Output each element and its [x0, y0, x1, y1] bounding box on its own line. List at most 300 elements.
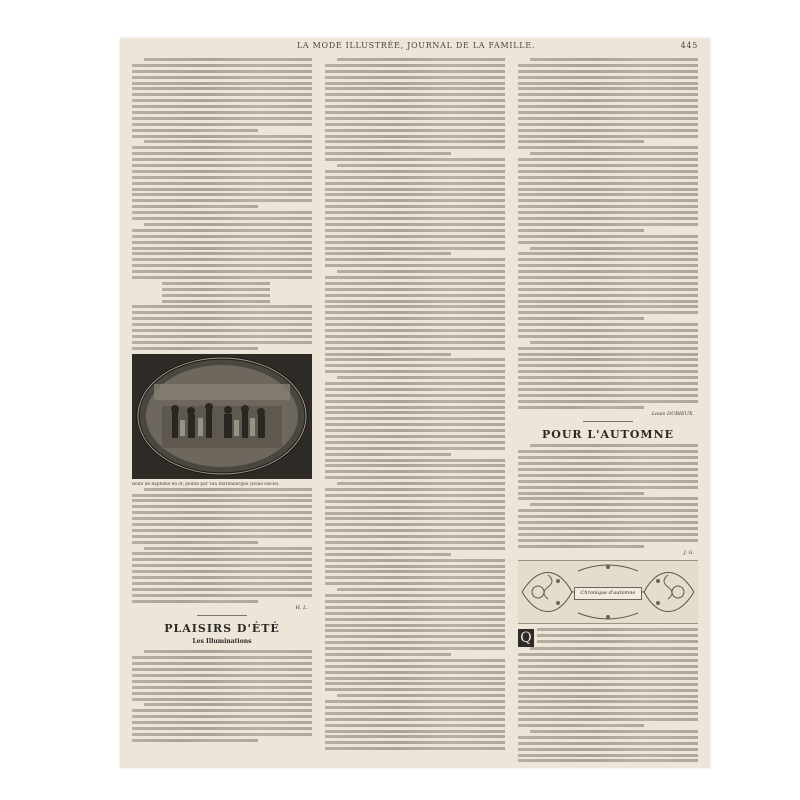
text-line	[325, 570, 505, 573]
article-text-block	[325, 58, 505, 750]
text-line	[132, 564, 312, 567]
text-line	[132, 709, 312, 712]
section-divider	[197, 615, 247, 616]
text-line	[518, 353, 698, 356]
text-line	[518, 671, 698, 674]
text-line	[325, 565, 505, 568]
text-line	[144, 58, 312, 61]
text-line	[132, 656, 312, 659]
text-line	[518, 276, 698, 279]
column-1	[132, 58, 312, 763]
text-line	[132, 739, 258, 742]
text-line	[518, 229, 644, 232]
text-line	[132, 347, 258, 350]
text-line	[530, 444, 698, 447]
text-line	[325, 223, 505, 226]
text-line	[132, 698, 312, 701]
text-line	[518, 282, 698, 285]
text-line	[325, 276, 505, 279]
text-line	[325, 235, 505, 238]
text-line	[132, 182, 312, 185]
text-line	[325, 70, 505, 73]
text-line	[518, 742, 698, 745]
text-line	[132, 721, 312, 724]
text-line	[325, 82, 505, 85]
text-line	[132, 217, 312, 220]
text-line	[325, 311, 505, 314]
text-line	[325, 417, 505, 420]
chronique-label: Chronique d'automne	[574, 587, 642, 600]
text-line	[337, 694, 505, 697]
text-line	[518, 311, 698, 314]
text-line	[325, 517, 505, 520]
text-line	[325, 618, 505, 621]
column-3	[518, 58, 698, 763]
text-line	[144, 703, 312, 706]
text-line	[325, 211, 505, 214]
text-line	[132, 170, 312, 173]
text-line	[518, 288, 698, 291]
text-line	[325, 635, 505, 638]
text-line	[325, 576, 505, 579]
text-line	[325, 329, 505, 332]
text-line	[518, 376, 698, 379]
text-line	[325, 406, 505, 409]
text-line	[325, 400, 505, 403]
text-line	[325, 146, 505, 149]
article-signature: J. G.	[683, 550, 694, 557]
text-line	[132, 582, 312, 585]
text-line	[325, 741, 505, 744]
illustration-caption: Boîte de baptême en or, peinte par Van Blarenberghe (xviiie siècle).	[132, 481, 280, 487]
text-line	[132, 264, 312, 267]
journal-page	[120, 38, 710, 768]
text-line	[325, 394, 505, 397]
text-line	[132, 511, 312, 514]
section-subheading: Les Illuminations	[192, 638, 252, 646]
text-line	[132, 588, 312, 591]
text-line	[518, 235, 698, 238]
text-line	[325, 559, 505, 562]
text-line	[530, 247, 698, 250]
text-line	[325, 93, 505, 96]
text-line	[132, 552, 312, 555]
text-line	[325, 305, 505, 308]
text-line	[325, 176, 505, 179]
text-line	[518, 140, 644, 143]
text-line	[325, 323, 505, 326]
engraving-illustration	[132, 354, 312, 479]
text-line	[325, 724, 505, 727]
text-line	[518, 695, 698, 698]
article-signature: Louis DURIEUX.	[651, 411, 694, 418]
chronique-ornament	[518, 560, 698, 624]
text-line	[162, 288, 270, 291]
text-line	[537, 628, 698, 631]
text-line	[518, 99, 698, 102]
text-line	[132, 99, 312, 102]
text-line	[337, 588, 505, 591]
text-line	[325, 129, 505, 132]
text-line	[325, 747, 505, 750]
text-line	[518, 76, 698, 79]
text-line	[162, 282, 270, 285]
section-divider	[583, 421, 633, 422]
text-line	[132, 152, 312, 155]
text-line	[518, 406, 644, 409]
text-line	[518, 258, 698, 261]
text-line	[325, 264, 505, 267]
text-line	[325, 282, 505, 285]
text-line	[132, 123, 312, 126]
text-line	[325, 606, 505, 609]
text-line	[518, 689, 698, 692]
text-line	[132, 158, 312, 161]
text-line	[132, 668, 312, 671]
text-line	[132, 541, 258, 544]
text-line	[325, 535, 505, 538]
text-line	[518, 388, 698, 391]
text-line	[518, 718, 698, 721]
text-line	[518, 305, 698, 308]
text-line	[325, 712, 505, 715]
text-line	[518, 724, 644, 727]
text-line	[518, 533, 698, 536]
text-line	[325, 547, 505, 550]
text-line	[337, 270, 505, 273]
text-line	[325, 600, 505, 603]
text-line	[518, 545, 644, 548]
text-line	[132, 323, 312, 326]
text-line	[518, 117, 698, 120]
text-line	[132, 241, 312, 244]
text-line	[518, 515, 698, 518]
text-line	[325, 347, 505, 350]
text-line	[325, 193, 505, 196]
text-line	[325, 688, 505, 691]
text-line	[132, 600, 258, 603]
text-line	[325, 659, 505, 662]
text-line	[325, 459, 505, 462]
text-line	[325, 76, 505, 79]
text-line	[132, 105, 312, 108]
text-line	[132, 117, 312, 120]
text-line	[132, 146, 312, 149]
section-heading: POUR L'AUTOMNE	[541, 428, 675, 442]
text-line	[132, 680, 312, 683]
text-line	[325, 682, 505, 685]
text-line	[530, 341, 698, 344]
text-line	[518, 170, 698, 173]
text-line	[325, 730, 505, 733]
text-line	[518, 468, 698, 471]
text-line	[518, 317, 644, 320]
text-line	[132, 335, 312, 338]
text-line	[325, 252, 451, 255]
text-line	[325, 529, 505, 532]
text-line	[325, 641, 505, 644]
text-line	[518, 300, 698, 303]
text-line	[518, 539, 698, 542]
text-line	[325, 541, 505, 544]
text-line	[325, 464, 505, 467]
text-line	[518, 474, 698, 477]
text-line	[337, 482, 505, 485]
text-line	[132, 715, 312, 718]
column-2	[325, 58, 505, 763]
text-line	[132, 523, 312, 526]
text-line	[518, 450, 698, 453]
text-line	[530, 730, 698, 733]
text-line	[325, 488, 505, 491]
text-line	[132, 311, 312, 314]
text-line	[144, 223, 312, 226]
text-line	[132, 535, 312, 538]
text-line	[132, 176, 312, 179]
text-line	[325, 582, 505, 585]
text-line	[132, 199, 312, 202]
text-line	[325, 358, 505, 361]
text-line	[518, 700, 698, 703]
dropcap-letter: Q	[518, 629, 534, 647]
text-line	[132, 662, 312, 665]
text-line	[325, 624, 505, 627]
text-line	[518, 264, 698, 267]
text-line	[518, 706, 698, 709]
text-line	[518, 146, 698, 149]
text-line	[518, 270, 698, 273]
text-line	[132, 252, 312, 255]
section-heading: PLAISIRS D'ÉTÉ	[164, 622, 280, 636]
text-line	[325, 388, 505, 391]
text-line	[132, 70, 312, 73]
text-line	[325, 300, 505, 303]
text-line	[325, 317, 505, 320]
text-line	[518, 400, 698, 403]
text-line	[325, 453, 451, 456]
text-line	[132, 692, 312, 695]
text-line	[518, 82, 698, 85]
text-line	[325, 152, 451, 155]
text-line	[325, 247, 505, 250]
text-line	[518, 759, 698, 762]
text-line	[518, 480, 698, 483]
text-line	[518, 653, 698, 656]
text-line	[325, 594, 505, 597]
text-line	[325, 553, 451, 556]
text-line	[325, 182, 505, 185]
text-line	[132, 258, 312, 261]
text-line	[325, 87, 505, 90]
text-line	[325, 199, 505, 202]
text-line	[325, 718, 505, 721]
text-line	[144, 140, 312, 143]
text-line	[518, 123, 698, 126]
text-line	[518, 199, 698, 202]
text-line	[518, 382, 698, 385]
text-line	[518, 712, 698, 715]
text-line	[132, 276, 312, 279]
text-line	[530, 58, 698, 61]
text-line	[132, 270, 312, 273]
journal-title: LA MODE ILLUSTRÉE, JOURNAL DE LA FAMILLE.	[296, 41, 536, 50]
text-line	[518, 335, 698, 338]
text-line	[325, 140, 505, 143]
text-line	[518, 329, 698, 332]
text-line	[132, 93, 312, 96]
article-text-block	[132, 305, 312, 349]
article-text-block	[132, 488, 312, 603]
text-line	[518, 527, 698, 530]
text-line	[132, 188, 312, 191]
text-line	[325, 423, 505, 426]
text-line	[518, 241, 698, 244]
text-line	[162, 300, 270, 303]
text-line	[337, 164, 505, 167]
text-line	[518, 70, 698, 73]
text-line	[518, 683, 698, 686]
text-line	[325, 258, 505, 261]
text-line	[132, 235, 312, 238]
text-line	[132, 211, 312, 214]
text-line	[132, 111, 312, 114]
article-text-block	[518, 58, 698, 409]
dropcap-paragraph	[518, 628, 698, 647]
text-line	[325, 629, 505, 632]
text-line	[132, 87, 312, 90]
text-line	[518, 323, 698, 326]
text-line	[325, 188, 505, 191]
text-line	[530, 647, 698, 650]
text-line	[518, 182, 698, 185]
text-line	[530, 152, 698, 155]
text-line	[325, 500, 505, 503]
text-line	[537, 634, 698, 637]
text-line	[325, 294, 505, 297]
text-line	[518, 364, 698, 367]
text-line	[518, 486, 698, 489]
text-line	[518, 659, 698, 662]
text-line	[325, 217, 505, 220]
text-line	[530, 503, 698, 506]
text-line	[518, 394, 698, 397]
verse-block	[162, 282, 270, 303]
text-line	[132, 505, 312, 508]
text-line	[144, 547, 312, 550]
text-line	[132, 674, 312, 677]
text-line	[518, 456, 698, 459]
text-line	[325, 653, 451, 656]
text-line	[518, 492, 644, 495]
text-line	[518, 347, 698, 350]
text-line	[325, 158, 505, 161]
text-line	[325, 241, 505, 244]
text-line	[518, 87, 698, 90]
text-line	[144, 650, 312, 653]
text-line	[518, 497, 698, 500]
text-line	[518, 294, 698, 297]
text-line	[325, 370, 505, 373]
text-line	[325, 447, 505, 450]
text-line	[518, 736, 698, 739]
text-line	[325, 353, 451, 356]
text-line	[132, 82, 312, 85]
text-line	[325, 647, 505, 650]
article-text-block	[132, 58, 312, 279]
article-signature: H. L.	[295, 605, 308, 612]
text-line	[325, 229, 505, 232]
text-line	[518, 462, 698, 465]
text-line	[325, 135, 505, 138]
text-line	[337, 376, 505, 379]
text-line	[132, 305, 312, 308]
text-line	[132, 517, 312, 520]
text-line	[132, 594, 312, 597]
text-line	[518, 188, 698, 191]
text-line	[325, 671, 505, 674]
text-line	[325, 64, 505, 67]
article-text-block	[132, 650, 312, 741]
text-line	[132, 64, 312, 67]
text-line	[325, 335, 505, 338]
text-line	[518, 521, 698, 524]
text-line	[325, 364, 505, 367]
text-line	[325, 341, 505, 344]
text-line	[518, 754, 698, 757]
text-line	[537, 640, 698, 643]
text-line	[325, 111, 505, 114]
text-line	[132, 317, 312, 320]
text-line	[162, 294, 270, 297]
text-line	[325, 523, 505, 526]
text-line	[325, 735, 505, 738]
text-line	[325, 665, 505, 668]
text-line	[518, 135, 698, 138]
text-line	[518, 193, 698, 196]
text-line	[325, 677, 505, 680]
page-number: 445	[680, 41, 698, 50]
text-line	[325, 429, 505, 432]
text-line	[325, 170, 505, 173]
text-line	[132, 499, 312, 502]
text-line	[325, 99, 505, 102]
text-line	[518, 223, 698, 226]
text-line	[518, 217, 698, 220]
text-line	[325, 123, 505, 126]
text-line	[132, 341, 312, 344]
text-line	[132, 129, 258, 132]
text-line	[132, 558, 312, 561]
text-line	[325, 441, 505, 444]
text-line	[325, 706, 505, 709]
text-line	[325, 435, 505, 438]
text-line	[325, 382, 505, 385]
text-line	[325, 205, 505, 208]
text-line	[132, 570, 312, 573]
text-line	[518, 252, 698, 255]
text-line	[325, 700, 505, 703]
text-line	[325, 512, 505, 515]
text-line	[325, 470, 505, 473]
text-line	[518, 129, 698, 132]
text-line	[325, 105, 505, 108]
text-line	[325, 612, 505, 615]
text-line	[518, 64, 698, 67]
text-line	[518, 158, 698, 161]
text-line	[132, 164, 312, 167]
text-line	[518, 358, 698, 361]
text-line	[518, 677, 698, 680]
